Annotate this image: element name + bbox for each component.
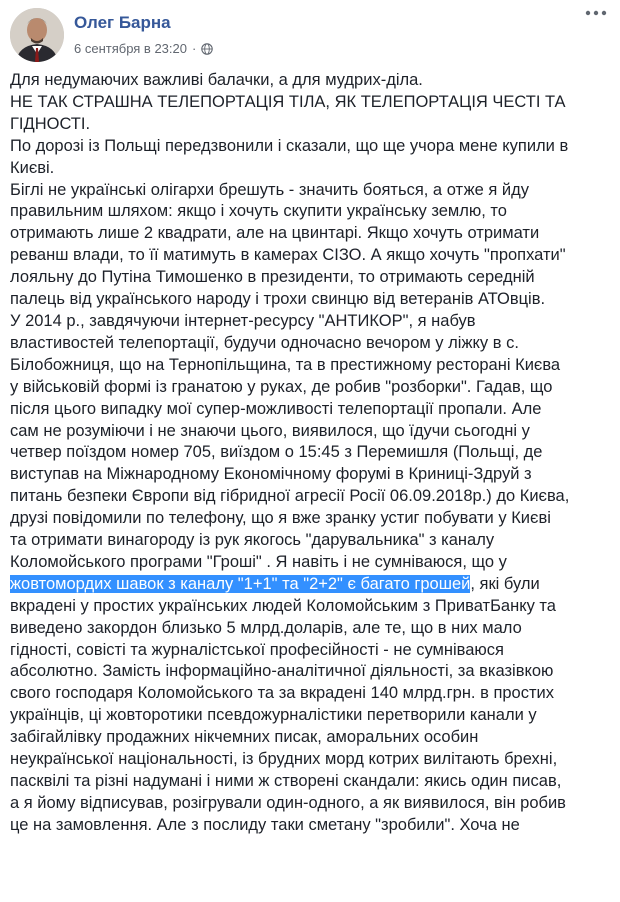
text-line: палець від українського народу і трохи свинцю від ветеранів АТОвців. [10, 290, 546, 309]
text-line: вкрадені у простих українських людей Коломойським з ПриватБанку та [10, 596, 556, 615]
text-line: Білобожниця, що на Тернопільщина, та в престижному ресторані Києва [10, 355, 561, 374]
author-name[interactable]: Олег Барна [74, 13, 171, 32]
post-timestamp[interactable]: 6 сентября в 23:20 [74, 41, 187, 56]
text-line: Біглі не українські олігархи брешуть - значить бояться, а отже я йду [10, 180, 530, 199]
text-selection[interactable]: жовтомордих шавок з каналу "1+1" та "2+2" є багато грошей [10, 574, 471, 593]
text-line: виведено закордон близько 5 млрд.доларів, але те, що в них мало [10, 618, 522, 637]
text-line: українців, ці жовторотики псевдожурналістики перетворили канали у [10, 706, 537, 725]
text-line: це на замовлення. Але з послиду таки сметану "зробили". Хоча не [10, 815, 520, 834]
more-options-button[interactable] [582, 10, 610, 30]
post-header [10, 8, 610, 64]
text-line: четвер поїздом номер 705, виїздом о 15:45 з Перемишля (Польщі, де [10, 443, 543, 462]
text-line: виступав на Міжнародному Економічному форумі в Криниці-Здруй з [10, 465, 532, 484]
text-line: отримають лише 2 квадрати, але на цвинтарі. Якщо хочуть отримати [10, 224, 540, 243]
text-line: Києві. [10, 158, 55, 177]
text-line: реванш влади, то її матимуть в камерах СІЗО. А якщо хочуть "пропхати" [10, 246, 566, 265]
avatar-image [10, 8, 64, 62]
post-meta [74, 41, 213, 56]
text-line: свого господаря Коломойського та за вкрадені 140 млрд.грн. в простих [10, 684, 555, 703]
text-line: правильним шляхом: якщо і хочуть скупити українську землю, то [10, 202, 507, 221]
globe-icon[interactable] [201, 43, 213, 55]
highlighted-text-line [10, 574, 610, 596]
author-avatar[interactable] [10, 8, 64, 62]
text-line: По дорозі із Польщі передзвонили і сказали, що ще учора мене купили в [10, 136, 569, 155]
text-line: НЕ ТАК СТРАШНА ТЕЛЕПОРТАЦІЯ ТІЛА, ЯК ТЕЛЕПОРТАЦІЯ ЧЕСТІ ТА [10, 92, 566, 111]
text-line: У 2014 р., завдячуючи інтернет-ресурсу "АНТИКОР", я набув [10, 311, 476, 330]
text-line: лояльну до Путіна Тимошенко в президенти, то отримають середній [10, 268, 535, 287]
text-line: у військовій формі із гранатою у руках, де робив "розборки". Гадав, що [10, 377, 553, 396]
text-line: властивостей телепортації, будучи одночасно вечором у ліжку в с. [10, 333, 519, 352]
text-line: Коломойського програми "Гроші" . Я навіть і не сумніваюся, що у [10, 552, 507, 571]
meta-separator: · [191, 41, 197, 56]
text-line: та отримати винагороду із рук якогось "дарувальника" з каналу [10, 531, 495, 550]
text-line: ГІДНОСТІ. [10, 114, 91, 133]
text-line: пасквілі та різні надумані і ними ж створені скандали: якись один писав, [10, 772, 562, 790]
text-after-selection: , які були [470, 574, 540, 593]
text-line: гідності, совісті та журналістської професійності - не сумніваюся [10, 640, 504, 659]
text-line: неукраїнської національності, із брудних морд котрих вилітають брехні, [10, 750, 558, 769]
text-line: а я йому відписував, розігрували один-одного, а як виявилося, він робив [10, 793, 566, 812]
text-line: після цього випадку мої супер-можливості телепортації пропали. Але [10, 399, 542, 418]
text-line: сам не розуміючи і не знаючи цього, виявилося, що їдучи сьогодні у [10, 421, 530, 440]
text-line: абсолютно. Замість інформаційно-аналітичної діяльності, за вказівкою [10, 662, 554, 681]
text-line: Для недумаючих важливі балачки, а для мудрих-діла. [10, 71, 423, 89]
text-line: забігайлівку продажних нікчемних писак, аморальних особин [10, 728, 479, 747]
more-horizontal-icon [585, 10, 607, 16]
text-line: друзі повідомили по телефону, що я вже зранку устиг побувати у Києві [10, 509, 551, 528]
post-text [10, 70, 610, 837]
text-line: питань безпеки Європи від гібридної агресії Росії 06.09.2018р.) до Києва, [10, 487, 570, 506]
